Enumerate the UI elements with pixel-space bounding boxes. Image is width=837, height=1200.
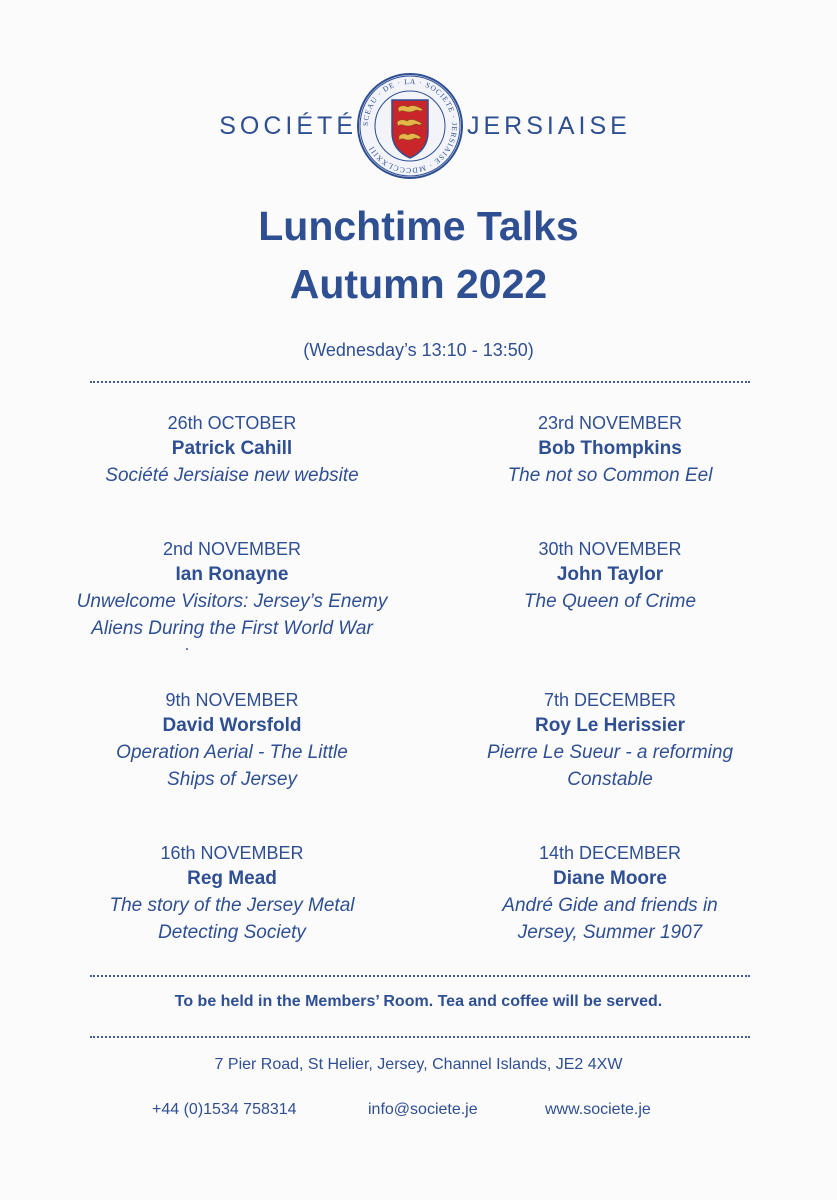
talk-date: 16th NOVEMBER [160, 843, 304, 863]
talk-topic-line: Unwelcome Visitors: Jersey’s Enemy [76, 591, 388, 612]
talk-item [52, 840, 412, 946]
talk-item [430, 840, 790, 946]
footer-address: 7 Pier Road, St Helier, Jersey, Channel Islands, JE2 4XW [214, 1056, 623, 1073]
talk-speaker: Reg Mead [187, 868, 277, 889]
dotted-divider-top [90, 381, 750, 383]
society-seal-icon [356, 72, 464, 180]
talk-item [52, 410, 412, 489]
talk-topic-line: Pierre Le Sueur - a reforming [486, 742, 734, 763]
talk-topic-line: Operation Aerial - The Little [116, 742, 348, 763]
talk-topic-line: Ships of Jersey [167, 769, 297, 790]
talk-date: 30th NOVEMBER [538, 539, 682, 559]
talk-date: 23rd NOVEMBER [537, 413, 683, 433]
talk-speaker: John Taylor [556, 564, 664, 585]
footer-email-link[interactable]: info@societe.je [368, 1101, 478, 1118]
talk-speaker: Diane Moore [552, 868, 668, 889]
org-name-right: JERSIAISE [467, 112, 631, 140]
talk-topic-line: Detecting Society [158, 922, 306, 943]
footer-website-link[interactable]: www.societe.je [545, 1101, 651, 1118]
talk-speaker: Ian Ronayne [175, 564, 289, 585]
talk-item [52, 536, 412, 642]
talk-item [52, 687, 412, 793]
talk-speaker: David Worsfold [162, 715, 302, 736]
header [0, 72, 837, 182]
talk-date: 2nd NOVEMBER [162, 539, 302, 559]
talk-topic: The Queen of Crime [523, 591, 697, 612]
dotted-divider-bottom [90, 1036, 750, 1038]
talk-topic-line: André Gide and friends in [502, 895, 718, 916]
org-name-left: SOCIÉTÉ [219, 112, 357, 140]
talk-item [430, 410, 790, 489]
talk-topic-line: Aliens During the First World War [91, 618, 373, 639]
venue-note: To be held in the Members’ Room. Tea and coffee will be served. [174, 993, 663, 1010]
talk-topic-line: The story of the Jersey Metal [109, 895, 355, 916]
schedule-note: (Wednesday’s 13:10 - 13:50) [303, 340, 534, 360]
talk-topic: Société Jersiaise new website [105, 465, 359, 486]
talk-item [430, 536, 790, 615]
talk-date: 9th NOVEMBER [165, 690, 299, 710]
talk-topic: The not so Common Eel [507, 465, 713, 486]
talk-speaker: Roy Le Herissier [535, 715, 685, 736]
page-title-line2: Autumn 2022 [289, 261, 548, 307]
footer-phone: +44 (0)1534 758314 [152, 1101, 297, 1118]
dotted-divider-middle [90, 975, 750, 977]
stray-mark [186, 648, 188, 650]
talk-date: 14th DECEMBER [538, 843, 682, 863]
talk-topic-line: Constable [567, 769, 653, 790]
talk-speaker: Patrick Cahill [171, 438, 293, 459]
talk-item [430, 687, 790, 793]
page-title-line1: Lunchtime Talks [258, 203, 579, 249]
talk-date: 26th OCTOBER [167, 413, 297, 433]
talk-topic-line: Jersey, Summer 1907 [517, 922, 703, 943]
seal-text: SCEAU · DE · LA · SOCIETE · JERSIAISE · MDCCCLXXIII [360, 76, 460, 176]
talk-speaker: Bob Thompkins [538, 438, 682, 459]
talk-date: 7th DECEMBER [543, 690, 677, 710]
